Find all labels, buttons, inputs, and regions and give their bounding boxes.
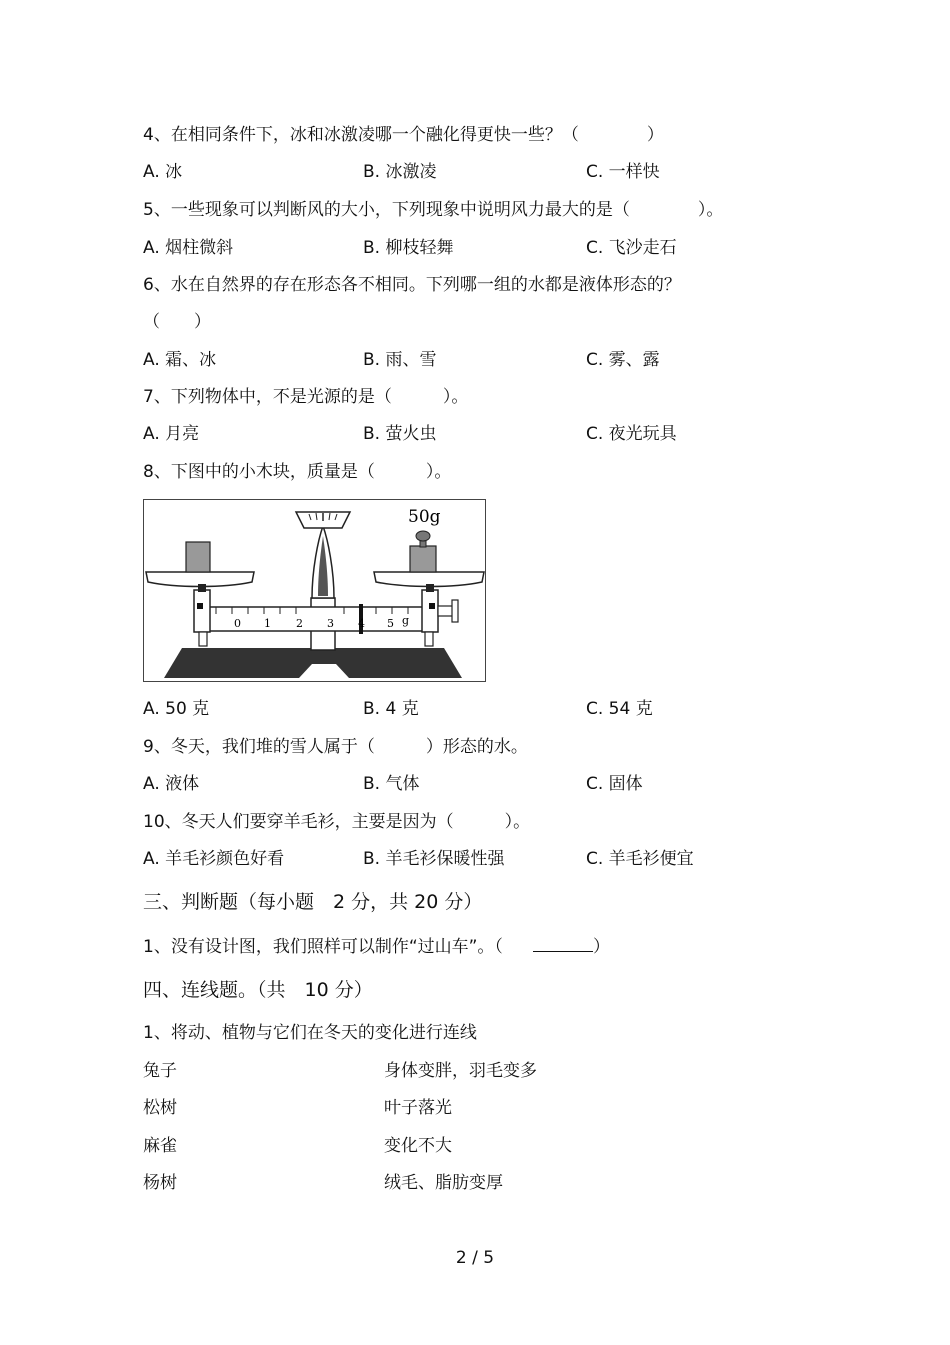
question-4-option-c: C. 一样快 — [586, 162, 660, 182]
question-8-stem: 8、下图中的小木块，质量是（ ）。 — [143, 462, 452, 482]
section-4-title: 四、连线题。（共 10 分） — [143, 979, 373, 1001]
match-left-item: 兔子 — [143, 1061, 177, 1081]
section-3-question-1-text: 1、没有设计图，我们照样可以制作“过山车”。（ — [143, 937, 503, 957]
question-9-option-b: B. 气体 — [363, 774, 420, 794]
page-number: 2 / 5 — [455, 1248, 495, 1268]
question-10-option-c: C. 羊毛衫便宜 — [586, 849, 694, 869]
answer-blank[interactable] — [533, 935, 593, 952]
match-left-item: 麻雀 — [143, 1136, 177, 1156]
tick-label-2: 2 — [296, 617, 303, 630]
wood-block — [186, 542, 210, 572]
scale-unit: g — [402, 614, 410, 627]
question-5-option-a: A. 烟柱微斜 — [143, 238, 234, 258]
tick-label-4: 4 — [358, 617, 365, 630]
tick-label-3: 3 — [327, 617, 334, 630]
question-6-stem: 6、水在自然界的存在形态各不相同。下列哪一组的水都是液体形态的？ — [143, 275, 681, 295]
question-9-option-a: A. 液体 — [143, 774, 200, 794]
question-6-option-b: B. 雨、雪 — [363, 350, 437, 370]
section-3-title: 三、判断题（每小题 2 分，共 20 分） — [143, 891, 483, 913]
question-7-option-b: B. 萤火虫 — [363, 424, 437, 444]
tick-label-0: 0 — [234, 617, 241, 630]
match-right-item: 绒毛、脂肪变厚 — [384, 1173, 503, 1193]
question-5-option-c: C. 飞沙走石 — [586, 238, 677, 258]
question-4-option-a: A. 冰 — [143, 162, 183, 182]
weight-50g — [410, 546, 436, 572]
question-8-option-c: C. 54 克 — [586, 699, 653, 719]
match-right-item: 身体变胖，羽毛变多 — [384, 1061, 537, 1081]
question-6-stem-continued: （ ） — [143, 312, 211, 332]
match-right-item: 叶子落光 — [384, 1098, 452, 1118]
question-9-stem: 9、冬天，我们堆的雪人属于（ ）形态的水。 — [143, 737, 528, 757]
question-5-stem: 5、一些现象可以判断风的大小，下列现象中说明风力最大的是（ ）。 — [143, 200, 724, 220]
question-9-option-c: C. 固体 — [586, 774, 643, 794]
tick-label-5: 5 — [387, 617, 394, 630]
match-left-item: 松树 — [143, 1098, 177, 1118]
balance-scale-figure — [143, 499, 486, 682]
question-4-option-b: B. 冰激凌 — [363, 162, 437, 182]
question-7-option-a: A. 月亮 — [143, 424, 200, 444]
match-right-item: 变化不大 — [384, 1136, 452, 1156]
question-7-stem: 7、下列物体中，不是光源的是（ ）。 — [143, 387, 469, 407]
question-8-option-b: B. 4 克 — [363, 699, 419, 719]
question-6-option-a: A. 霜、冰 — [143, 350, 217, 370]
question-8-option-a: A. 50 克 — [143, 699, 210, 719]
question-10-option-b: B. 羊毛衫保暖性强 — [363, 849, 505, 869]
question-5-option-b: B. 柳枝轻舞 — [363, 238, 454, 258]
balance-scale-illustration — [144, 500, 485, 681]
question-6-option-c: C. 雾、露 — [586, 350, 660, 370]
question-7-option-c: C. 夜光玩具 — [586, 424, 677, 444]
section-3-question-1 — [143, 935, 610, 958]
match-left-item: 杨树 — [143, 1173, 177, 1193]
tick-label-1: 1 — [264, 617, 271, 630]
section-4-question-1: 1、将动、植物与它们在冬天的变化进行连线 — [143, 1023, 477, 1043]
question-10-option-a: A. 羊毛衫颜色好看 — [143, 849, 285, 869]
weight-label: 50g — [408, 507, 441, 527]
section-3-question-1-close: ） — [592, 937, 610, 957]
question-4-stem: 4、在相同条件下，冰和冰激凌哪一个融化得更快一些？（ ） — [143, 125, 664, 145]
question-10-stem: 10、冬天人们要穿羊毛衫，主要是因为（ ）。 — [143, 812, 531, 832]
